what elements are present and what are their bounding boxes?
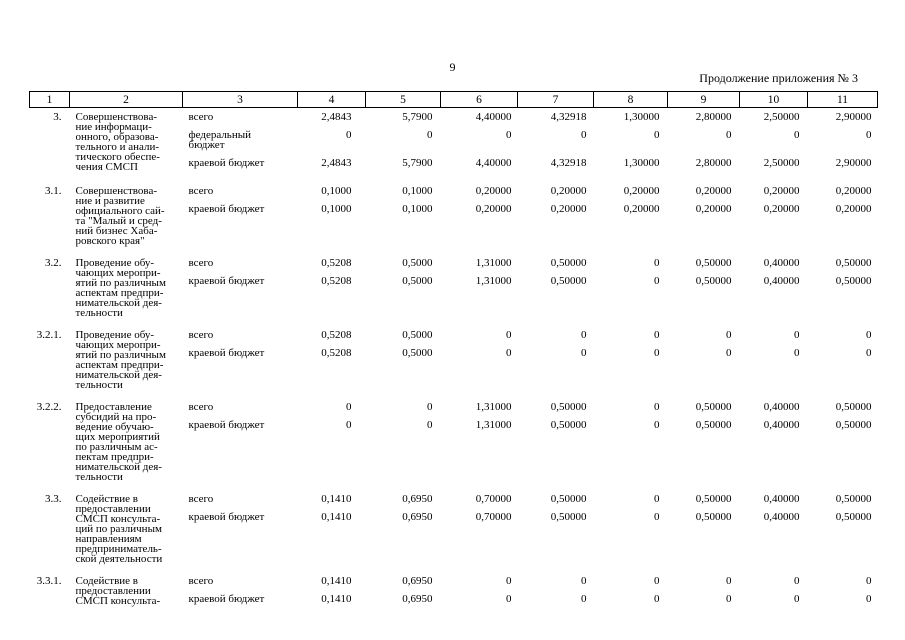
value-cell: 0 [866,329,872,341]
value-cell: 0,1410 [321,593,352,605]
value-cell: 0,70000 [475,493,512,505]
column-header-5: 5 [366,92,441,108]
value-cell: 1,30000 [623,157,660,169]
value-cell: 0,50000 [695,401,732,413]
activity-name-line: ние и развитие [75,195,145,207]
activity-name-line: ний бизнес Хаба- [75,225,158,237]
value-cell: 0,40000 [763,419,800,431]
row-activity-name [70,572,183,612]
value-cell: 0,20000 [623,185,660,197]
value-cell: 0,40000 [763,257,800,269]
column-header-8: 8 [594,92,668,108]
activity-name-line: ровского края" [75,235,145,247]
column-header-6: 6 [441,92,518,108]
funding-source [183,512,298,572]
value-cell: 0,50000 [550,401,587,413]
row-activity-name [70,490,183,572]
funding-source [183,108,298,131]
value-cell: 0,20000 [835,203,872,215]
funding-source-line: краевой бюджет [188,419,265,431]
value-cell: 0,50000 [550,275,587,287]
funding-source-line: всего [188,257,214,269]
row-index: 3.3.1. [36,575,62,587]
activity-name-line: Проведение обу- [75,329,155,341]
funding-source [183,572,298,594]
value-cell: 0,20000 [695,185,732,197]
funding-source-line: краевой бюджет [188,511,265,523]
activity-name-line: направлениям [75,533,142,545]
value-cell: 0 [654,129,660,141]
value-cell: 2,4843 [321,157,352,169]
activity-name-line: Содействие в [75,575,138,587]
table-row [30,490,878,512]
value-cell: 0 [654,419,660,431]
activity-name-line: нимательской дея- [75,369,162,381]
value-cell: 0 [866,347,872,359]
value-cell: 5,7900 [402,157,433,169]
value-cell: 0,20000 [763,185,800,197]
funding-source-line: всего [188,493,214,505]
value-cell: 0,50000 [835,257,872,269]
activity-name-line: нимательской дея- [75,297,162,309]
activity-name-line: ций по различным [75,523,162,535]
funding-source [183,182,298,204]
funding-source-line: краевой бюджет [188,203,265,215]
row-activity-name [70,182,183,254]
value-cell: 0 [726,347,732,359]
funding-source-line: краевой бюджет [188,157,265,169]
activity-name-line: официального сай- [75,205,165,217]
value-cell: 4,32918 [550,157,587,169]
value-cell: 0,1000 [321,185,352,197]
value-cell: 0 [866,575,872,587]
funding-source [183,490,298,512]
funding-source-line: бюджет [188,139,225,151]
value-cell: 0,50000 [550,419,587,431]
activity-name-line: та "Малый и сред- [75,215,162,227]
activity-name-line: ской деятельности [75,553,163,565]
value-cell: 0,50000 [835,275,872,287]
value-cell: 0,1000 [321,203,352,215]
value-cell: 2,90000 [835,111,872,123]
value-cell: 0,5208 [321,257,352,269]
row-activity-name [70,254,183,326]
table-row [30,398,878,420]
funding-source [183,254,298,276]
funding-source [183,326,298,348]
value-cell: 0,1410 [321,511,352,523]
value-cell: 0,5000 [402,329,433,341]
value-cell: 0 [346,401,352,413]
value-cell: 0,50000 [550,511,587,523]
table-row [30,572,878,594]
value-cell: 0 [581,347,587,359]
value-cell: 0 [794,329,800,341]
activity-name-line: предприниматель- [75,543,162,555]
value-cell: 0,20000 [835,185,872,197]
table-header [30,92,878,108]
value-cell: 0,20000 [475,203,512,215]
table-row [30,254,878,276]
value-cell: 0 [346,419,352,431]
activity-name-line: СМСП консульта- [75,513,161,525]
value-cell: 0,70000 [475,511,512,523]
header-row [30,92,878,108]
funding-source [183,204,298,254]
column-header-9: 9 [668,92,740,108]
row-index: 3.3. [45,493,62,505]
value-cell: 0,6950 [402,493,433,505]
funding-source-line: краевой бюджет [188,593,265,605]
activity-name-line: аспектам предпри- [75,287,164,299]
value-cell: 0,40000 [763,493,800,505]
funding-source [183,594,298,612]
value-cell: 0 [581,329,587,341]
table-row [30,108,878,131]
funding-source-line: всего [188,185,214,197]
value-cell: 0,5208 [321,275,352,287]
table-body [30,108,878,613]
activity-name-line: щих мероприятий [75,431,160,443]
column-header-4: 4 [298,92,366,108]
activity-name-line: предоставлении [75,585,151,597]
value-cell: 0 [581,575,587,587]
column-header-3: 3 [183,92,298,108]
row-activity-name [70,398,183,490]
value-cell: 0 [506,129,512,141]
funding-source [183,276,298,326]
funding-source-line: всего [188,329,214,341]
value-cell: 0,1000 [402,203,433,215]
activity-name-line: чающих меропри- [75,339,161,351]
value-cell: 0 [794,575,800,587]
activity-name-line: чения СМСП [75,161,138,173]
value-cell: 0,5000 [402,347,433,359]
value-cell: 0,50000 [550,257,587,269]
value-cell: 2,90000 [835,157,872,169]
value-cell: 0,50000 [835,419,872,431]
value-cell: 2,80000 [695,157,732,169]
funding-source-line: всего [188,401,214,413]
value-cell: 1,30000 [623,111,660,123]
activity-name-line: тельности [75,379,123,391]
value-cell: 0 [654,493,660,505]
value-cell: 0 [506,347,512,359]
value-cell: 1,31000 [475,275,512,287]
funding-source [183,158,298,182]
value-cell: 0 [581,129,587,141]
value-cell: 0 [866,593,872,605]
table-row [30,182,878,204]
value-cell: 0,50000 [550,493,587,505]
page-number: 9 [449,60,456,74]
value-cell: 2,50000 [763,157,800,169]
value-cell: 0,50000 [835,401,872,413]
table-row [30,326,878,348]
value-cell: 0,20000 [623,203,660,215]
value-cell: 0,50000 [695,511,732,523]
value-cell: 0 [506,575,512,587]
activity-name-line: СМСП консульта- [75,595,161,607]
activity-name-line: Совершенствова- [75,185,157,197]
value-cell: 0,50000 [695,493,732,505]
value-cell: 0,6950 [402,511,433,523]
value-cell: 0 [346,129,352,141]
activity-name-line: аспектам предпри- [75,359,164,371]
value-cell: 0,5208 [321,329,352,341]
activity-name-line: ведение обучаю- [75,421,154,433]
value-cell: 0,50000 [695,275,732,287]
row-index: 3. [53,111,62,123]
funding-source [183,348,298,398]
row-index: 3.2.1. [36,329,62,341]
value-cell: 4,32918 [550,111,587,123]
funding-source [183,130,298,158]
activity-name-line: тельности [75,307,123,319]
activity-name-line: Проведение обу- [75,257,155,269]
value-cell: 0,1410 [321,575,352,587]
activity-name-line: субсидий на про- [75,411,157,423]
value-cell: 0,1410 [321,493,352,505]
value-cell: 0,20000 [475,185,512,197]
value-cell: 0,1000 [402,185,433,197]
value-cell: 0 [866,129,872,141]
funding-source [183,420,298,490]
appendix-continuation-note: Продолжение приложения № 3 [699,71,858,85]
value-cell: 0 [427,129,433,141]
value-cell: 0,20000 [763,203,800,215]
value-cell: 0,20000 [550,185,587,197]
value-cell: 0,6950 [402,575,433,587]
value-cell: 2,50000 [763,111,800,123]
value-cell: 0 [654,329,660,341]
value-cell: 0 [654,511,660,523]
value-cell: 4,40000 [475,157,512,169]
value-cell: 0,5208 [321,347,352,359]
value-cell: 0,50000 [835,493,872,505]
value-cell: 0 [726,129,732,141]
value-cell: 2,80000 [695,111,732,123]
activity-name-line: Содействие в [75,493,138,505]
activity-name-line: ние информаци- [75,121,152,133]
row-index: 3.2.2. [36,401,62,413]
value-cell: 0 [654,347,660,359]
value-cell: 4,40000 [475,111,512,123]
funding-source-line: всего [188,111,214,123]
activity-name-line: по различным ас- [75,441,158,453]
value-cell: 0,20000 [695,203,732,215]
row-index: 3.1. [45,185,62,197]
value-cell: 1,31000 [475,257,512,269]
activity-name-line: предоставлении [75,503,151,515]
value-cell: 0 [654,593,660,605]
budget-table [29,91,878,612]
value-cell: 0 [654,275,660,287]
value-cell: 0,40000 [763,511,800,523]
value-cell: 0,50000 [695,419,732,431]
value-cell: 0,50000 [695,257,732,269]
column-header-1: 1 [30,92,70,108]
value-cell: 0 [726,575,732,587]
value-cell: 0 [654,257,660,269]
activity-name-line: нимательской дея- [75,461,162,473]
column-header-7: 7 [518,92,594,108]
funding-source-line: краевой бюджет [188,347,265,359]
value-cell: 0,40000 [763,275,800,287]
value-cell: 0 [726,329,732,341]
value-cell: 1,31000 [475,419,512,431]
value-cell: 0,6950 [402,593,433,605]
value-cell: 0,5000 [402,275,433,287]
column-header-10: 10 [740,92,808,108]
row-activity-name [70,108,183,183]
activity-name-line: ятий по различным [75,349,166,361]
funding-source-line: федеральный [188,129,251,141]
activity-name-line: тельного и анали- [75,141,159,153]
value-cell: 0 [506,329,512,341]
value-cell: 0 [427,401,433,413]
value-cell: 5,7900 [402,111,433,123]
value-cell: 0 [794,129,800,141]
funding-source [183,398,298,420]
value-cell: 0 [506,593,512,605]
activity-name-line: тического обеспе- [75,151,160,163]
value-cell: 1,31000 [475,401,512,413]
activity-name-line: чающих меропри- [75,267,161,279]
value-cell: 0 [794,593,800,605]
row-index: 3.2. [45,257,62,269]
value-cell: 0,40000 [763,401,800,413]
value-cell: 0 [726,593,732,605]
row-activity-name [70,326,183,398]
value-cell: 0 [581,593,587,605]
value-cell: 0,20000 [550,203,587,215]
column-header-11: 11 [808,92,878,108]
funding-source-line: всего [188,575,214,587]
column-header-2: 2 [70,92,183,108]
activity-name-line: пектам предпри- [75,451,154,463]
activity-name-line: ятий по различным [75,277,166,289]
value-cell: 0 [427,419,433,431]
value-cell: 0,50000 [835,511,872,523]
value-cell: 0 [654,575,660,587]
value-cell: 0,5000 [402,257,433,269]
activity-name-line: онного, образова- [75,131,159,143]
activity-name-line: тельности [75,471,123,483]
value-cell: 2,4843 [321,111,352,123]
value-cell: 0 [654,401,660,413]
value-cell: 0 [794,347,800,359]
activity-name-line: Совершенствова- [75,111,157,123]
funding-source-line: краевой бюджет [188,275,265,287]
activity-name-line: Предоставление [75,401,152,413]
